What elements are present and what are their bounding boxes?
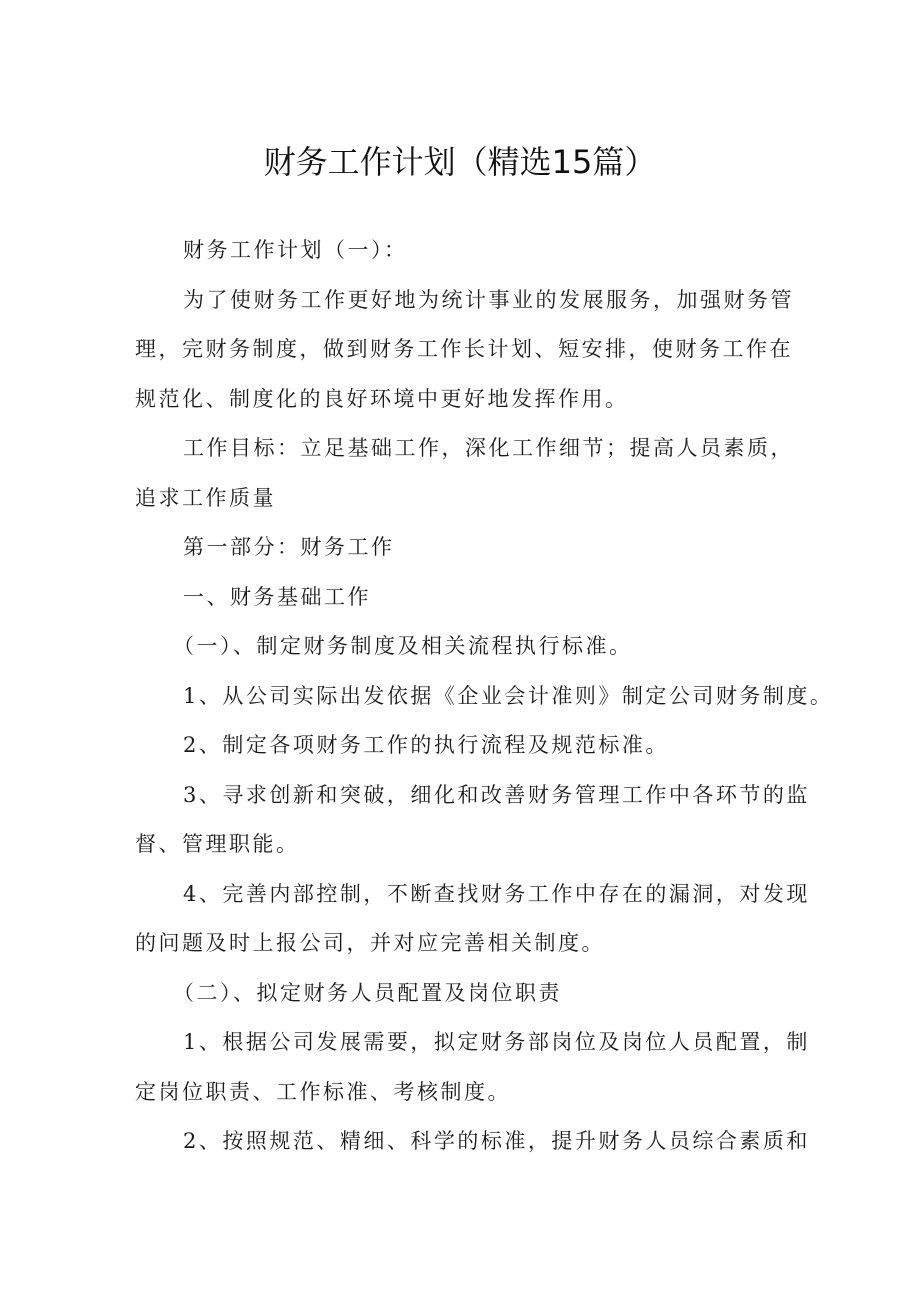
text-line: 的问题及时上报公司，并对应完善相关制度。 (135, 931, 605, 955)
text-line: 定岗位职责、工作标准、考核制度。 (135, 1079, 511, 1104)
text-line: 1、根据公司发展需要，拟定财务部岗位及岗位人员配置，制 (183, 1030, 810, 1054)
text-line: 理，完财务制度，做到财务工作长计划、短安排，使财务工作在 (135, 337, 793, 361)
text-line: 2、制定各项财务工作的执行流程及规范标准。 (183, 733, 669, 757)
text-line: 追求工作质量 (135, 485, 276, 510)
text-line: 一、财务基础工作 (183, 584, 371, 609)
text-line: 财务工作计划（一）： (183, 238, 408, 262)
text-line: 工作目标：立足基础工作，深化工作细节；提高人员素质， (183, 436, 794, 460)
text-line: 1、从公司实际出发依据《企业会计准则》制定公司财务制度。 (183, 683, 834, 708)
document-body (135, 226, 834, 1167)
text-line: 规范化、制度化的良好环境中更好地发挥作用。 (135, 386, 629, 411)
document-title: 财务工作计划（精选15篇） (263, 143, 657, 181)
text-line: 督、管理职能。 (135, 832, 300, 856)
text-line: 3、寻求创新和突破，细化和改善财务管理工作中各环节的监 (183, 782, 810, 807)
text-line: 2、按照规范、精细、科学的标准，提升财务人员综合素质和 (183, 1129, 810, 1153)
text-line: 4、完善内部控制，不断查找财务工作中存在的漏洞，对发现 (183, 881, 810, 906)
text-line: （一）、制定财务制度及相关流程执行标准。 (173, 634, 633, 658)
text-line: 为了使财务工作更好地为统计事业的发展服务，加强财务管 (183, 287, 794, 312)
text-line: 第一部分：财务工作 (183, 535, 395, 559)
text-line: （二）、拟定财务人员配置及岗位职责 (173, 980, 562, 1005)
